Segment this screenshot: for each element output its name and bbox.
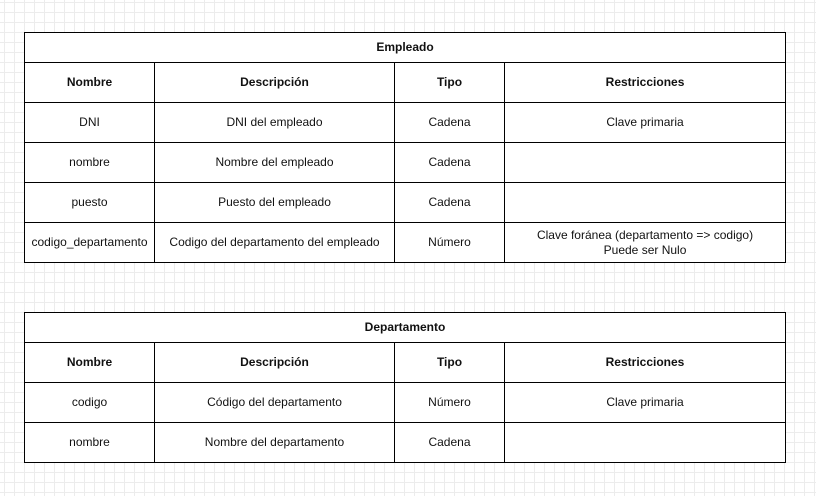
cell-restricciones: [505, 223, 786, 263]
column-header: Tipo: [395, 343, 505, 383]
header-row: [25, 343, 786, 383]
table-row: [25, 223, 786, 263]
cell-nombre: puesto: [25, 183, 155, 223]
cell-restricciones: [505, 183, 786, 223]
cell-restricciones: [505, 143, 786, 183]
cell-nombre: DNI: [25, 103, 155, 143]
column-header: Nombre: [25, 343, 155, 383]
column-header: Descripción: [155, 343, 395, 383]
cell-restricciones: Clave primaria: [505, 383, 786, 423]
cell-descripcion: Puesto del empleado: [155, 183, 395, 223]
column-header: Restricciones: [505, 63, 786, 103]
table-row: [25, 103, 786, 143]
cell-nombre: codigo: [25, 383, 155, 423]
table-title: Departamento: [25, 313, 786, 343]
table-row: [25, 423, 786, 463]
header-row: [25, 63, 786, 103]
cell-nombre: codigo_departamento: [25, 223, 155, 263]
cell-descripcion: Nombre del departamento: [155, 423, 395, 463]
cell-tipo: Número: [395, 383, 505, 423]
cell-text-line: Puede ser Nulo: [603, 242, 687, 257]
cell-nombre: nombre: [25, 143, 155, 183]
cell-descripcion: DNI del empleado: [155, 103, 395, 143]
entity-table-departamento: [24, 312, 786, 463]
cell-descripcion: Nombre del empleado: [155, 143, 395, 183]
cell-nombre: nombre: [25, 423, 155, 463]
cell-tipo: Número: [395, 223, 505, 263]
column-header: Restricciones: [505, 343, 786, 383]
column-header: Nombre: [25, 63, 155, 103]
table-row: [25, 143, 786, 183]
cell-descripcion: Código del departamento: [155, 383, 395, 423]
cell-tipo: Cadena: [395, 143, 505, 183]
cell-tipo: Cadena: [395, 183, 505, 223]
table-row: [25, 183, 786, 223]
cell-restricciones: Clave primaria: [505, 103, 786, 143]
table-title: Empleado: [25, 33, 786, 63]
cell-tipo: Cadena: [395, 423, 505, 463]
entity-table-empleado: [24, 32, 786, 263]
table-row: [25, 383, 786, 423]
column-header: Descripción: [155, 63, 395, 103]
cell-tipo: Cadena: [395, 103, 505, 143]
cell-descripcion: Codigo del departamento del empleado: [155, 223, 395, 263]
cell-restricciones: [505, 423, 786, 463]
cell-text-line: Clave foránea (departamento => codigo): [536, 227, 754, 242]
column-header: Tipo: [395, 63, 505, 103]
